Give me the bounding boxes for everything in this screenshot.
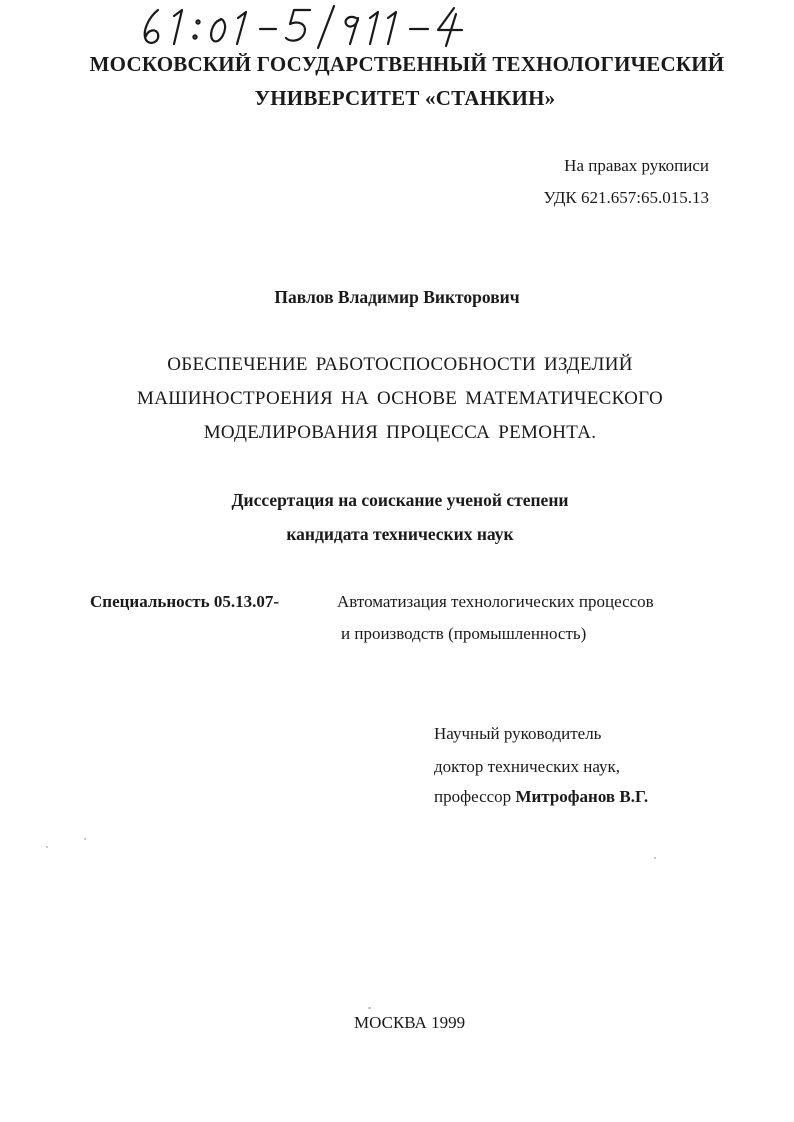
specialty-value-line2: и производств (промышленность) (341, 624, 587, 643)
institution-name-line1: МОСКОВСКИЙ ГОСУДАРСТВЕННЫЙ ТЕХНОЛОГИЧЕСКИЙ (89, 52, 725, 76)
institution-name-line2: УНИВЕРСИТЕТ «СТАНКИН» (254, 86, 556, 110)
handwritten-archive-number (138, 4, 478, 50)
supervisor-name: Митрофанов В.Г. (515, 787, 649, 806)
specialty-value-line1: Автоматизация технологических процессов (337, 592, 654, 611)
manuscript-rights-note: На правах рукописи (564, 156, 709, 175)
scan-speck (368, 1007, 371, 1009)
thesis-title-line2: МАШИНОСТРОЕНИЯ НА ОСНОВЕ МАТЕМАТИЧЕСКОГО (137, 388, 663, 409)
scan-speck (84, 838, 86, 840)
udc-code: УДК 621.657:65.015.13 (543, 188, 709, 207)
specialty-label: Специальность 05.13.07- (90, 592, 279, 611)
dissertation-degree-line1: Диссертация на соискание ученой степени (231, 490, 569, 510)
scan-speck (654, 857, 656, 859)
dissertation-degree-line2: кандидата технических наук (286, 524, 514, 544)
scan-speck (46, 846, 48, 848)
thesis-title-line3: МОДЕЛИРОВАНИЯ ПРОЦЕССА РЕМОНТА. (203, 422, 597, 443)
supervisor-title: профессор (434, 787, 512, 806)
place-and-year: МОСКВА 1999 (354, 1013, 466, 1032)
supervisor-degree: доктор технических наук, (434, 757, 621, 776)
supervisor-title-name (434, 787, 648, 807)
handwritten-number-drawing (138, 4, 478, 50)
author-name: Павлов Владимир Викторович (274, 287, 520, 307)
thesis-title-line1: ОБЕСПЕЧЕНИЕ РАБОТОСПОСОБНОСТИ ИЗДЕЛИЙ (167, 354, 633, 375)
supervisor-role: Научный руководитель (434, 724, 602, 743)
